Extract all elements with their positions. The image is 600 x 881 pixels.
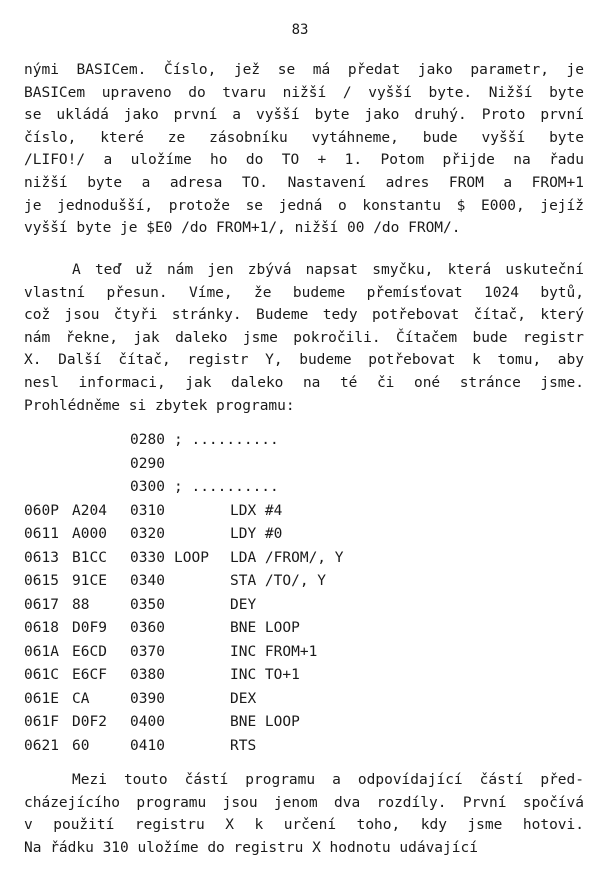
code-instruction: LDA /FROM/, Y	[230, 549, 344, 566]
code-instruction: INC TO+1	[230, 667, 300, 683]
code-instruction: DEX	[230, 690, 257, 707]
code-label: LOOP	[174, 549, 209, 566]
code-line-number: 0340	[130, 573, 165, 589]
code-bytes: CA	[72, 690, 90, 707]
code-address: 0617	[24, 596, 59, 613]
code-bytes: A000	[72, 526, 107, 542]
text-line: nesl informaci, jak daleko na té či oné stránce jsme.	[24, 375, 584, 391]
text-line: cházejícího programu jsou jenom dva rozdíly. První spočívá	[24, 794, 584, 811]
code-address: 0621	[24, 737, 59, 754]
code-instruction: RTS	[230, 737, 257, 754]
code-instruction: LDY #0	[230, 526, 283, 542]
code-bytes: 91CE	[72, 573, 107, 589]
code-line-number: 0360	[130, 620, 165, 636]
code-row	[0, 548, 600, 568]
text-line: /LIFO!/ a uložíme ho do TO + 1. Potom přijde na řadu	[24, 152, 584, 169]
code-address: 061E	[24, 690, 59, 707]
text-line: nými BASICem. Číslo, jež se má předat jako parametr, je	[24, 62, 584, 78]
text-line: nám řekne, jak daleko jsme pokročili. Čítačem bude registr	[24, 329, 584, 346]
code-instruction: STA /TO/, Y	[230, 573, 327, 589]
text-line: je jednodušší, protože se jedná o konstantu $ E000, jejíž	[24, 197, 584, 214]
code-instruction: ; ..........	[174, 479, 279, 495]
text-line: X. Další čítač, registr Y, budeme potřebovat k tomu, aby	[24, 352, 584, 369]
code-line-number: 0300	[130, 479, 165, 495]
code-row	[0, 689, 600, 709]
code-address: 060P	[24, 502, 59, 519]
text-line: což jsou čtyři stránky. Budeme tedy potřebovat čítač, který	[24, 307, 584, 324]
code-line-number: 0320	[130, 526, 165, 542]
code-line-number: 0380	[130, 667, 165, 683]
code-row	[0, 595, 600, 615]
code-bytes: B1CC	[72, 549, 107, 566]
text-line: se ukládá jako první a vyšší byte jako druhý. Proto první	[24, 107, 584, 124]
page-number: 83	[291, 22, 309, 38]
code-line-number: 0370	[130, 643, 165, 660]
text-line: vlastní přesun. Víme, že budeme přemísťovat 1024 bytů,	[24, 284, 584, 301]
code-row	[0, 477, 600, 497]
text-line: nižší byte a adresa TO. Nastavení adres FROM a FROM+1	[24, 175, 584, 191]
text-line: Mezi touto částí programu a odpovídající částí před-	[72, 772, 584, 788]
code-instruction: ; ..........	[174, 432, 279, 448]
code-row	[0, 618, 600, 638]
code-line-number: 0390	[130, 690, 165, 707]
code-row	[0, 524, 600, 544]
text-line: BASICem upraveno do tvaru nižší / vyšší byte. Nižší byte	[24, 84, 584, 101]
code-line-number: 0410	[130, 737, 165, 754]
code-line-number: 0350	[130, 596, 165, 613]
text-line: vyšší byte je $E0 /do FROM+1/, nižší 00 /do FROM/.	[24, 220, 461, 237]
code-row	[0, 501, 600, 521]
code-row	[0, 454, 600, 474]
code-address: 0613	[24, 549, 59, 566]
text-line: Na řádku 310 uložíme do registru X hodnotu udávající	[24, 839, 478, 856]
code-address: 0615	[24, 573, 59, 589]
code-instruction: DEY	[230, 596, 257, 613]
code-address: 061C	[24, 667, 59, 683]
code-line-number: 0290	[130, 455, 165, 472]
code-bytes: D0F9	[72, 620, 107, 636]
text-line: Prohlédněme si zbytek programu:	[24, 397, 295, 414]
code-row	[0, 736, 600, 756]
code-line-number: 0310	[130, 502, 165, 519]
code-bytes: E6CF	[72, 667, 107, 683]
code-row	[0, 642, 600, 662]
text-line: v použití registru X k určení toho, kdy jsme hotovi.	[24, 817, 584, 834]
code-row	[0, 712, 600, 732]
code-address: 0611	[24, 526, 59, 542]
code-bytes: A204	[72, 502, 107, 519]
code-row	[0, 665, 600, 685]
code-address: 061F	[24, 714, 59, 730]
code-row	[0, 571, 600, 591]
code-line-number: 0400	[130, 714, 165, 730]
code-bytes: D0F2	[72, 714, 107, 730]
text-line: číslo, které ze zásobníku vytáhneme, bude vyšší byte	[24, 129, 584, 146]
code-instruction: LDX #4	[230, 502, 283, 519]
code-bytes: 88	[72, 596, 90, 613]
code-address: 061A	[24, 643, 59, 660]
code-bytes: 60	[72, 737, 90, 754]
code-instruction: INC FROM+1	[230, 643, 318, 660]
code-address: 0618	[24, 620, 59, 636]
text-line: A teď už nám jen zbývá napsat smyčku, která uskuteční	[72, 262, 584, 278]
code-line-number: 0280	[130, 432, 165, 448]
code-instruction: BNE LOOP	[230, 714, 300, 730]
code-row	[0, 430, 600, 450]
code-bytes: E6CD	[72, 643, 107, 660]
code-line-number: 0330	[130, 549, 165, 566]
code-instruction: BNE LOOP	[230, 620, 300, 636]
